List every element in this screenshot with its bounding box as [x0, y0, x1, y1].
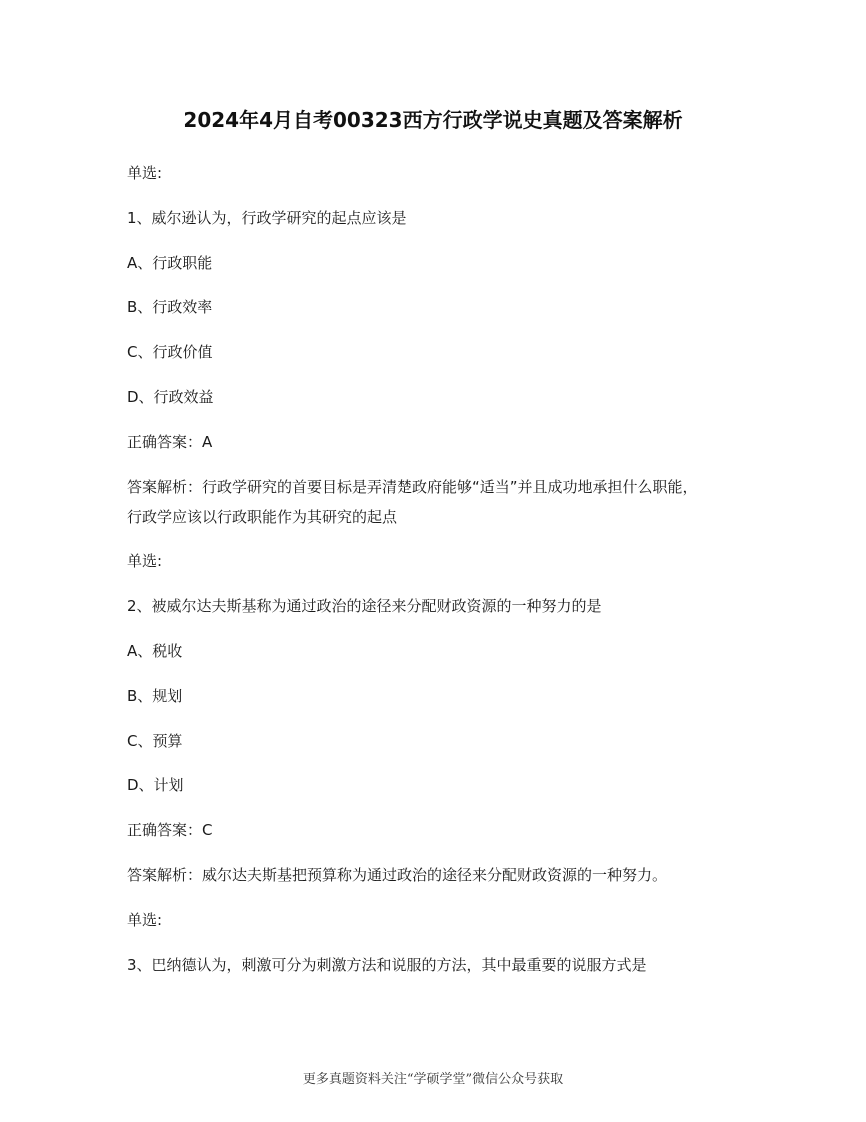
- document-body: [127, 158, 727, 994]
- option-b: B、规划: [127, 686, 183, 705]
- option-c: C、预算: [127, 731, 183, 750]
- option-d: D、行政效益: [127, 387, 214, 406]
- question-text: 1、威尔逊认为，行政学研究的起点应该是: [127, 208, 407, 227]
- option-b: B、行政效率: [127, 298, 213, 317]
- option-d: D、计划: [127, 776, 184, 795]
- option-c: C、行政价值: [127, 343, 213, 362]
- page-title: 2024年4月自考00323西方行政学说史真题及答案解析: [183, 108, 683, 132]
- question-text: 3、巴纳德认为，刺激可分为刺激方法和说服的方法，其中最重要的说服方式是: [127, 955, 647, 974]
- correct-answer: 正确答案：C: [127, 821, 213, 840]
- section-label: 单选:: [127, 910, 163, 929]
- answer-explanation: [127, 472, 727, 532]
- question-text: 2、被威尔达夫斯基称为通过政治的途径来分配财政资源的一种努力的是: [127, 597, 602, 616]
- option-a: A、税收: [127, 641, 183, 660]
- section-label: 单选:: [127, 552, 163, 571]
- correct-answer: 正确答案：A: [127, 432, 213, 451]
- section-label: 单选:: [127, 164, 163, 182]
- answer-explanation-line-1: 答案解析：行政学研究的首要目标是弄清楚政府能够“适当”并且成功地承担什么职能，: [127, 477, 698, 496]
- option-a: A、行政职能: [127, 253, 213, 272]
- answer-explanation: 答案解析：威尔达夫斯基把预算称为通过政治的途径来分配财政资源的一种努力。: [127, 865, 668, 884]
- page-footer: 更多真题资料关注“学硕学堂”微信公众号获取: [302, 1072, 564, 1087]
- answer-explanation-line-2: 行政学应该以行政职能作为其研究的起点: [127, 507, 398, 526]
